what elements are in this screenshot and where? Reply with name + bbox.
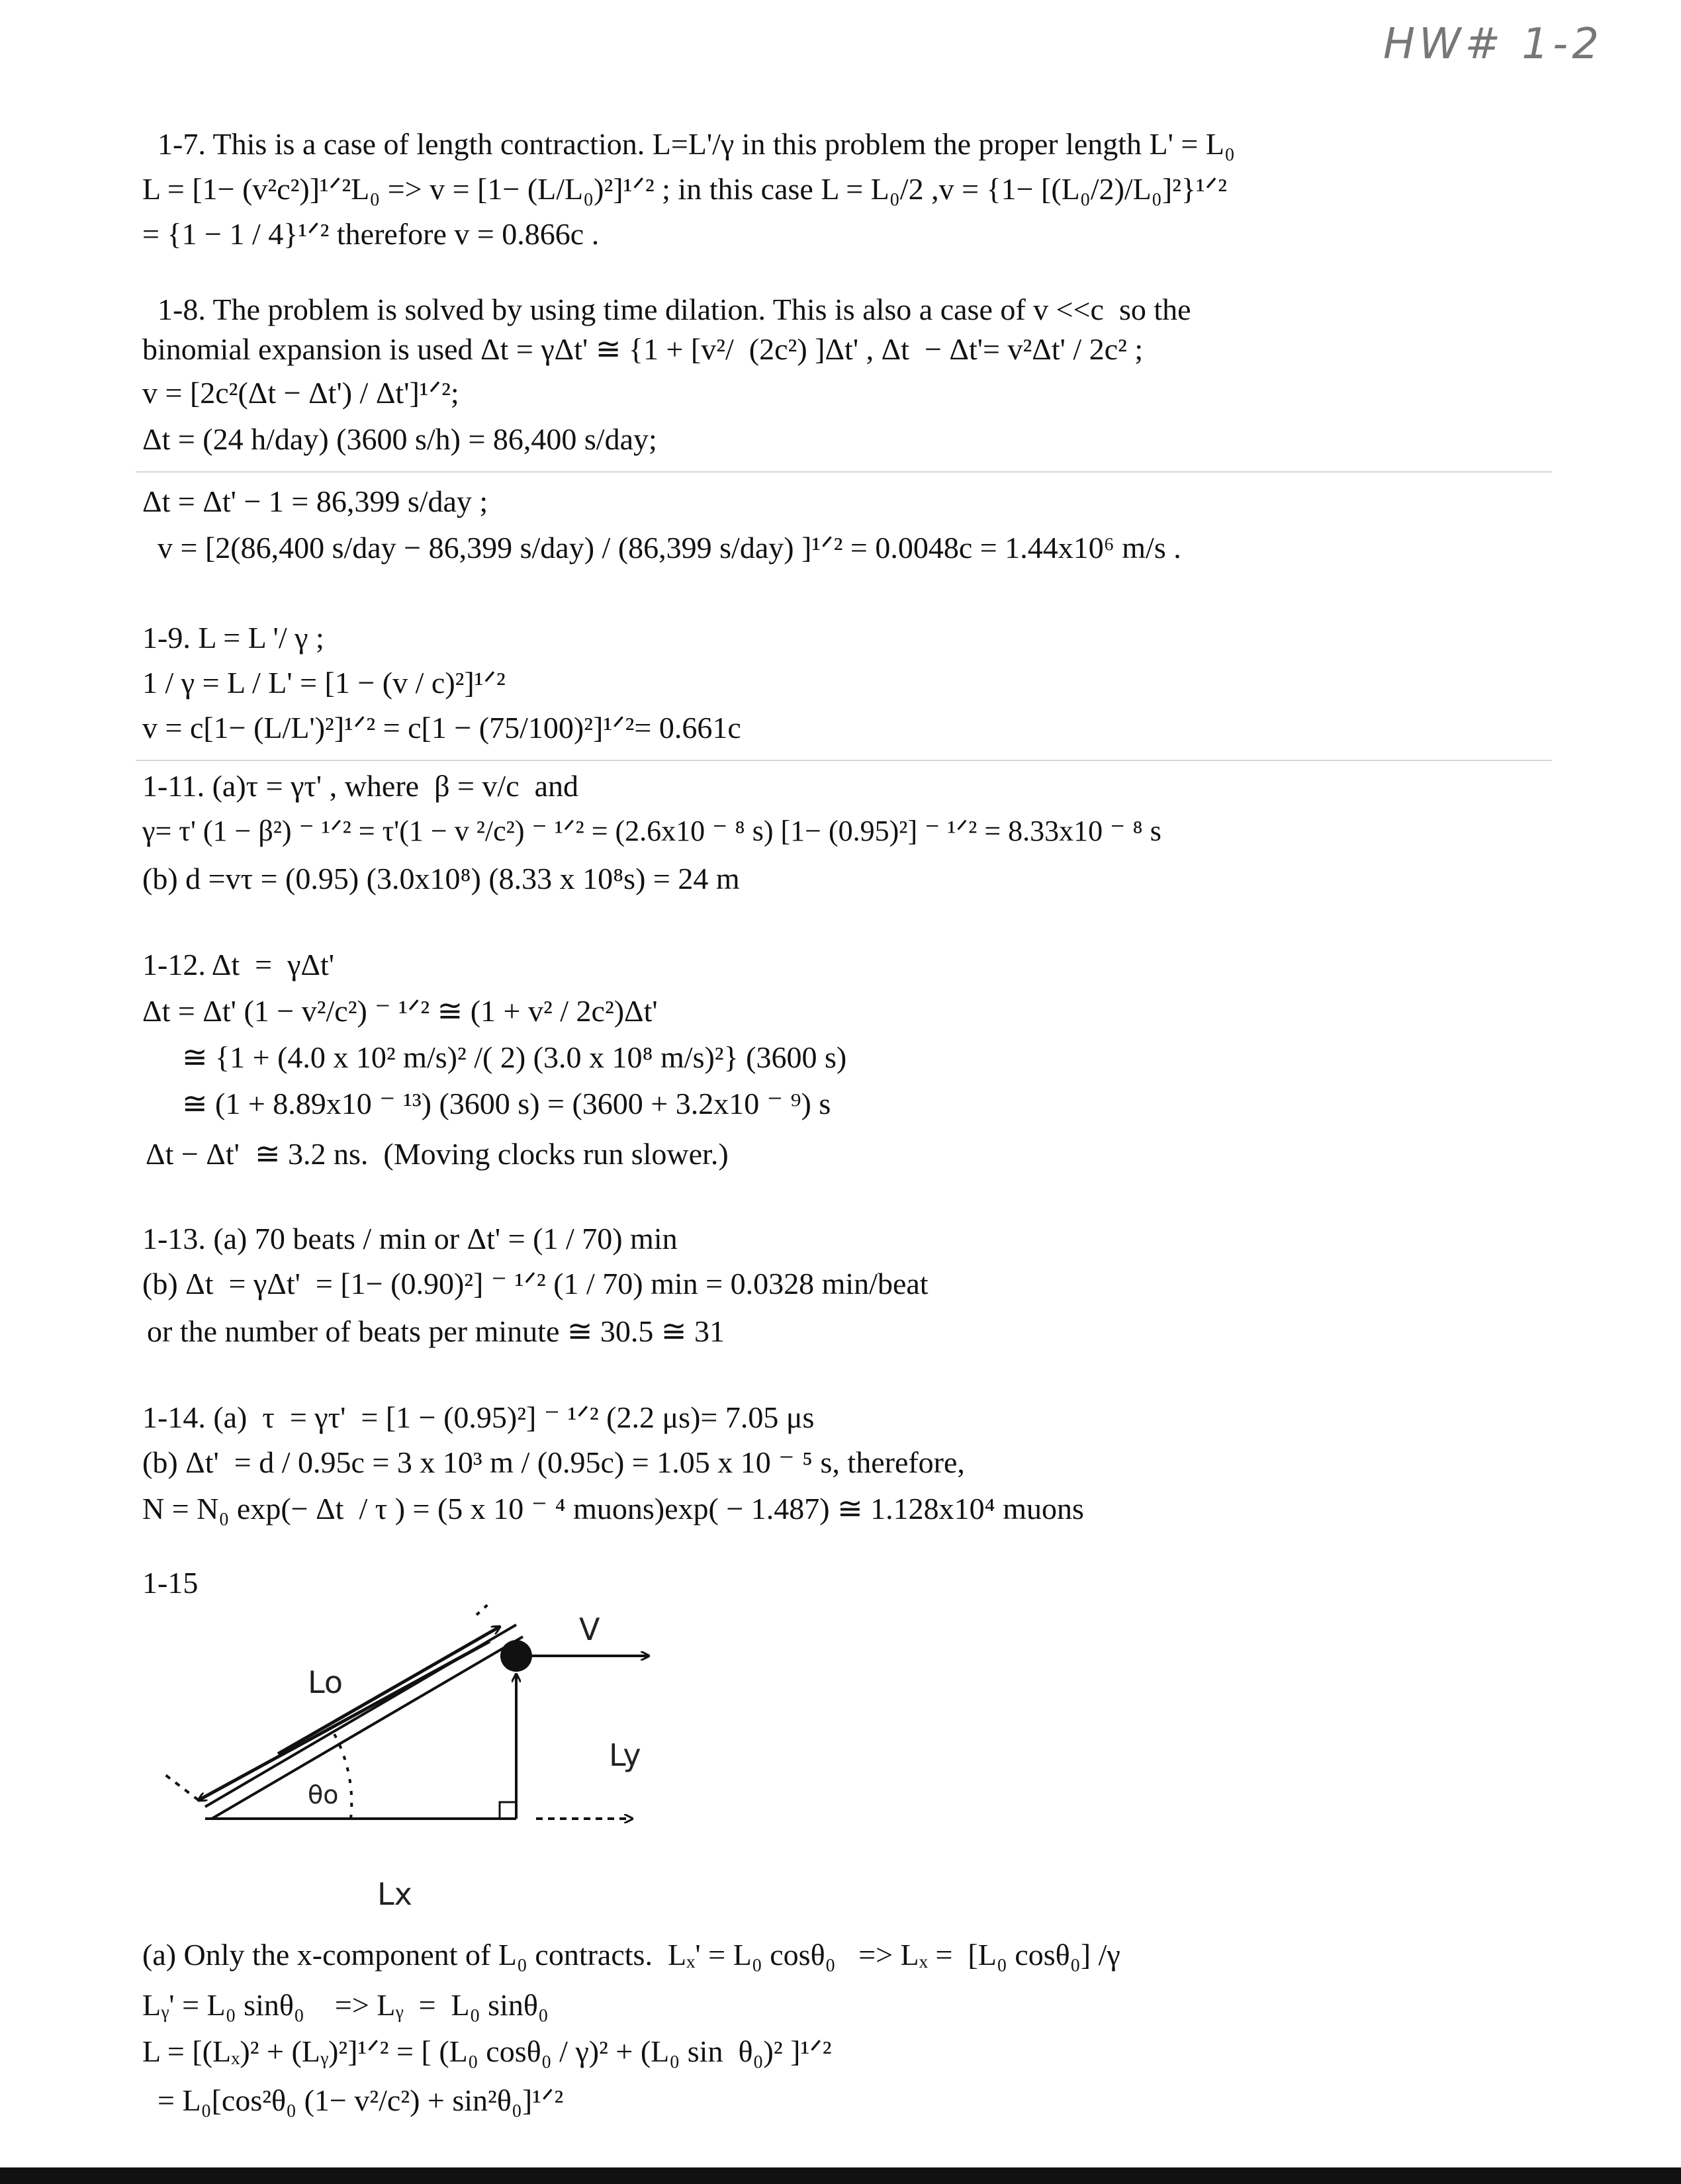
problem-1-12-line-3: ≅ {1 + (4.0 x 10² m/s)² /( 2) (3.0 x 10⁸ m/s)²} (3600 s) [182,1040,847,1074]
problem-1-12-line-4: ≅ (1 + 8.89x10 ⁻ ¹³) (3600 s) = (3600 + 3.2x10 ⁻ ⁹) s [182,1087,831,1120]
homework-label: HW# 1-2 [1383,20,1603,69]
label-theta: θo [308,1780,339,1809]
problem-1-9-line-3: v = c[1− (L/L')²]¹ᐟ² = c[1 − (75/100)²]¹ᐟ²= 0.661c [142,711,741,745]
problem-1-15-line-1: (a) Only the x-component of L₀ contracts. Lₓ' = L₀ cosθ₀ => Lₓ = [L₀ cosθ₀] /γ [142,1938,1120,1972]
problem-1-8-line-3: v = [2c²(Δt − Δt') / Δt']¹ᐟ²; [142,376,459,410]
problem-1-12-line-2: Δt = Δt' (1 − v²/c²) ⁻ ¹ᐟ² ≅ (1 + v² / 2c²)Δt' [142,994,658,1028]
problem-1-11-line-3: (b) d =vτ = (0.95) (3.0x10⁸) (8.33 x 10⁸s) = 24 m [142,862,740,895]
problem-1-14-line-2: (b) Δt' = d / 0.95c = 3 x 10³ m / (0.95c) = 1.05 x 10 ⁻ ⁵ s, therefore, [142,1445,965,1479]
problem-1-11-line-1: 1-11. (a)τ = γτ' , where β = v/c and [142,769,579,803]
right-angle-marker [500,1802,516,1819]
scan-bottom-edge [0,2167,1681,2184]
mass-point [500,1640,532,1672]
problem-1-8-line-2: binomial expansion is used Δt = γΔt' ≅ {1 + [v²/ (2c²) ]Δt' , Δt − Δt'= v²Δt' / 2c² ; [142,332,1144,366]
scan-rule [136,471,1552,473]
problem-1-7-line-1: 1-7. This is a case of length contraction. L=L'/γ in this problem the proper length L' = L₀ [142,127,1235,161]
rod-lower-line [212,1637,523,1819]
problem-1-7-line-2: L = [1− (v²c²)]¹ᐟ²L₀ => v = [1− (L/L₀)²]¹ᐟ² ; in this case L = L₀/2 ,v = {1− [(L₀/2)/L₀]²}¹ᐟ² [142,172,1228,206]
lo-arrow-lower [199,1641,490,1800]
rod-diagram [146,1602,821,1946]
scan-rule [136,760,1552,761]
problem-1-15-line-2: Lᵧ' = L₀ sinθ₀ => Lᵧ = L₀ sinθ₀ [142,1988,549,2022]
problem-1-14-line-3: N = N₀ exp(− Δt / τ ) = (5 x 10 ⁻ ⁴ muons)exp( − 1.487) ≅ 1.128x10⁴ muons [142,1492,1084,1525]
problem-1-8-line-4: Δt = (24 h/day) (3600 s/h) = 86,400 s/day; [142,422,657,456]
problem-1-12-line-1: 1-12. Δt = γΔt' [142,948,335,981]
problem-1-13-line-1: 1-13. (a) 70 beats / min or Δt' = (1 / 70) min [142,1222,678,1255]
problem-1-15-line-4: = L₀[cos²θ₀ (1− v²/c²) + sin²θ₀]¹ᐟ² [142,2083,564,2117]
problem-1-9-line-1: 1-9. L = L '/ γ ; [142,621,324,655]
problem-1-13-line-3: or the number of beats per minute ≅ 30.5 ≅ 31 [147,1314,725,1348]
problem-1-8-line-6: v = [2(86,400 s/day − 86,399 s/day) / (86,399 s/day) ]¹ᐟ² = 0.0048c = 1.44x10⁶ m/s . [142,531,1181,565]
dashed-extension-top [477,1603,490,1615]
problem-1-15-line-3: L = [(Lₓ)² + (Lᵧ)²]¹ᐟ² = [ (L₀ cosθ₀ / γ)² + (L₀ sin θ₀)² ]¹ᐟ² [142,2034,832,2068]
problem-1-12-line-5: Δt − Δt' ≅ 3.2 ns. (Moving clocks run slower.) [146,1137,729,1171]
problem-1-13-line-2: (b) Δt = γΔt' = [1− (0.90)²] ⁻ ¹ᐟ² (1 / 70) min = 0.0328 min/beat [142,1267,929,1300]
label-lx: Lx [377,1876,412,1912]
label-ly: Ly [609,1737,641,1773]
problem-1-9-line-2: 1 / γ = L / L' = [1 − (v / c)²]¹ᐟ² [142,666,506,700]
label-lo: Lo [308,1664,343,1700]
dashed-extension-left [165,1775,199,1800]
problem-1-8-line-5: Δt = Δt' − 1 = 86,399 s/day ; [142,484,488,518]
problem-1-11-line-2: γ= τ' (1 − β²) ⁻ ¹ᐟ² = τ'(1 − v ²/c²) ⁻ ¹ᐟ² = (2.6x10 ⁻ ⁸ s) [1− (0.95)²] ⁻ ¹ᐟ² = 8.33x10 ⁻ ⁸ s [142,815,1161,847]
problem-1-7-line-3: = {1 − 1 / 4}¹ᐟ² therefore v = 0.866c . [142,217,600,251]
label-v: V [579,1612,600,1647]
problem-1-14-line-1: 1-14. (a) τ = γτ' = [1 − (0.95)²] ⁻ ¹ᐟ² (2.2 μs)= 7.05 μs [142,1400,815,1434]
problem-1-8-line-1: 1-8. The problem is solved by using time dilation. This is also a case of v <<c so the [142,293,1191,326]
problem-1-15-heading: 1-15 [142,1566,199,1600]
